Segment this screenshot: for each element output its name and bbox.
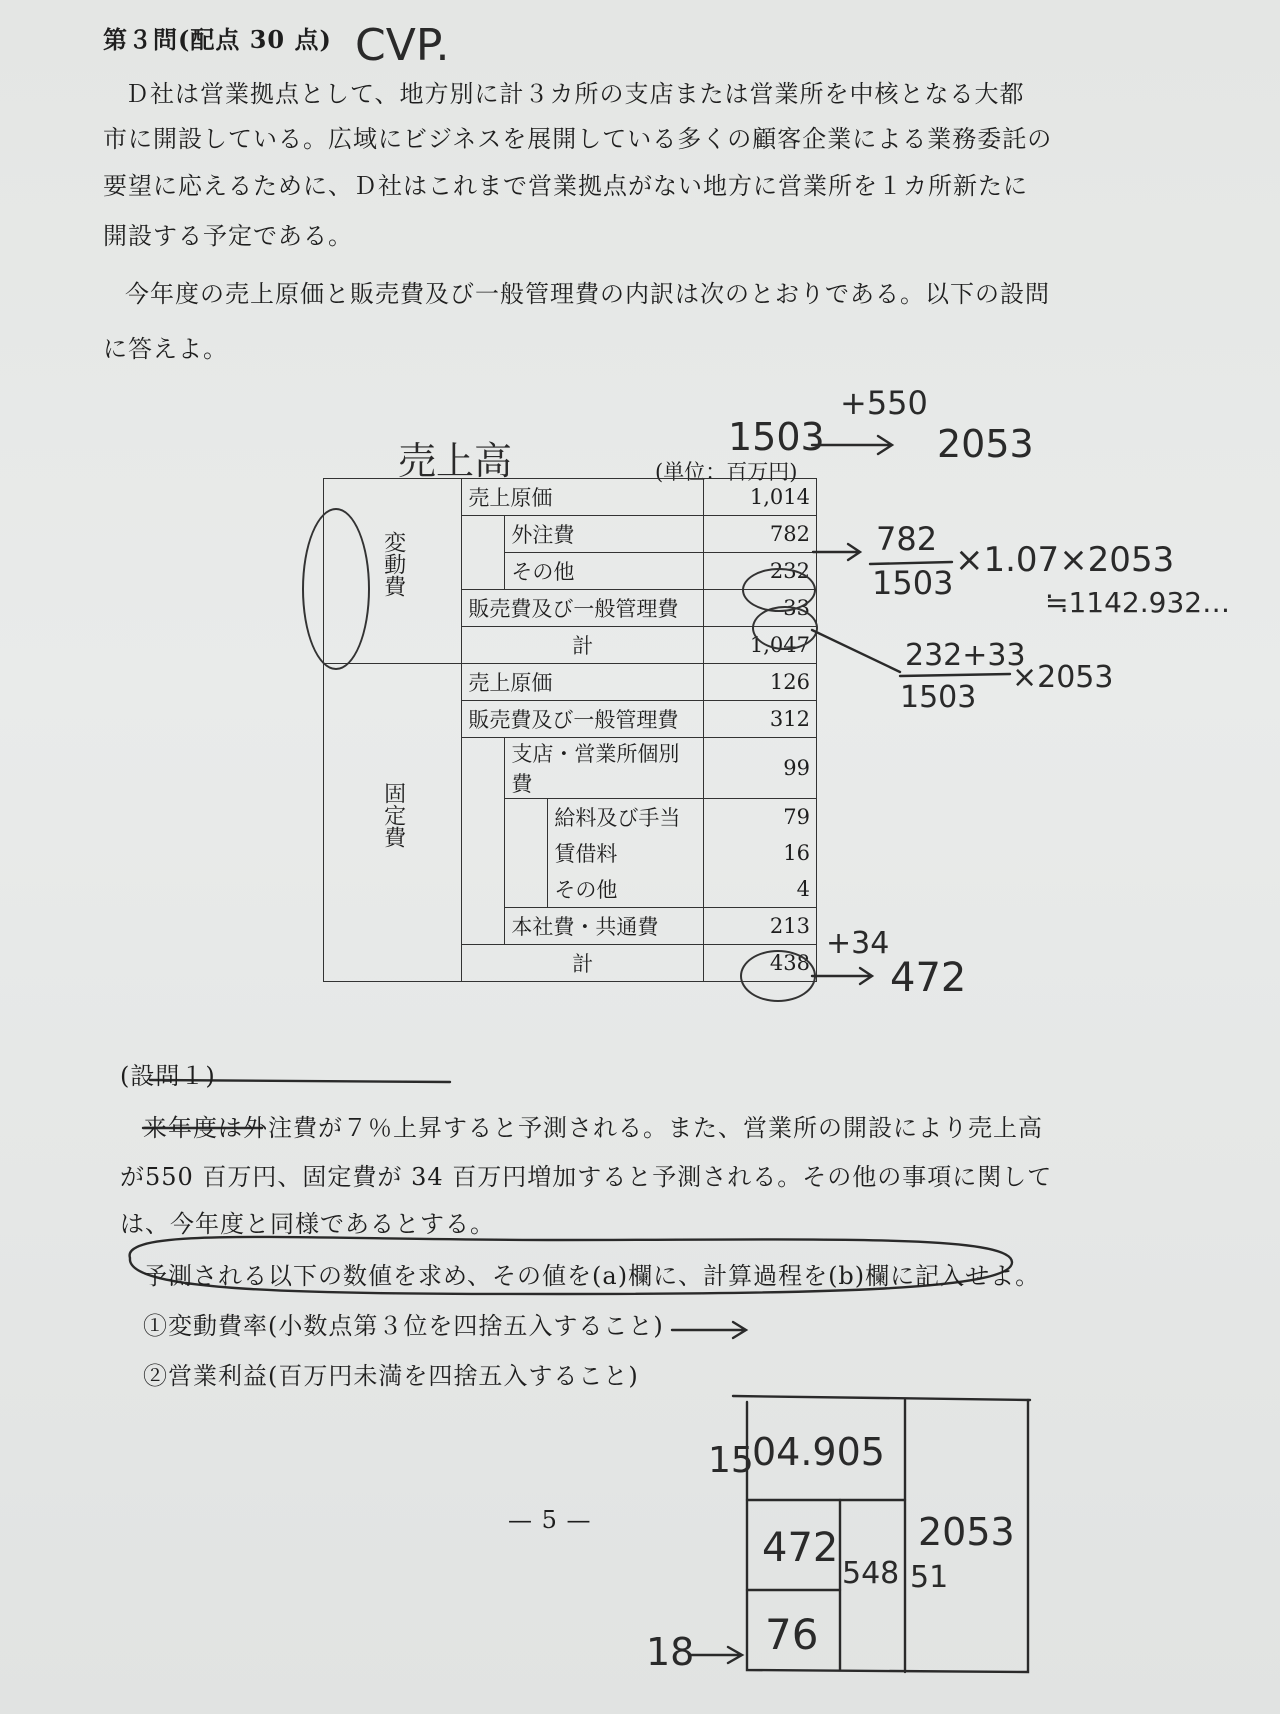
page-number: — 5 — [508, 1506, 592, 1534]
q1-item-1: ①変動費率(小数点第３位を四捨五入すること) [143, 1312, 664, 1340]
row-label: 計 [462, 627, 704, 664]
handwritten-sales-from: 1503 [728, 415, 825, 459]
row-label: 売上原価 [462, 479, 704, 516]
question-heading: 第３問(配点 30 点) [103, 25, 332, 54]
handwritten-sales-label: 売上高 [398, 439, 513, 483]
calc-other-mult: ×2053 [1012, 660, 1114, 695]
row-label: 支店・営業所個別費 [505, 738, 704, 799]
intro-line-3: 要望に応えるために、Ｄ社はこれまで営業拠点がない地方に営業所を１カ所新たに [103, 172, 1028, 200]
arrow-outsource [813, 544, 860, 560]
frac-bar-other [900, 674, 1010, 676]
intro-para2-line-2: に答えよ。 [103, 335, 228, 363]
row-value: 232 [704, 553, 817, 590]
intro-line-2: 市に開設している。広域にビジネスを展開している多くの顧客企業による業務委託の [103, 125, 1053, 153]
row-label: その他 [505, 553, 704, 590]
handwritten-sales-change: +550 [840, 384, 928, 422]
box-top-prefix: 15 [708, 1440, 754, 1481]
row-label: 販売費及び一般管理費 [462, 701, 704, 738]
intro-line-4: 開設する予定である。 [103, 222, 353, 250]
box-sales-value: 2053 [918, 1510, 1015, 1554]
row-value: 126 [704, 664, 817, 701]
arrow-item1 [672, 1322, 746, 1338]
row-value: 782 [704, 516, 817, 553]
q1-heading: (設問１) [120, 1062, 216, 1090]
calc-outsource-mult: ×1.07×2053 [955, 540, 1175, 580]
row-value: 33 [704, 590, 817, 627]
row-label: 外注費 [505, 516, 704, 553]
row-label: その他 [548, 871, 704, 908]
row-value: 438 [704, 945, 817, 982]
row-label: 売上原価 [462, 664, 704, 701]
q1-line-1: 来年度は外注費が７％上昇すると予測される。また、営業所の開設により売上高 [143, 1114, 1043, 1142]
calc-outsource-result: ≒1142.932… [1045, 586, 1231, 619]
variable-cost-label: 変動費 [324, 479, 462, 664]
fixed-to: 472 [890, 955, 967, 1001]
row-value: 99 [704, 738, 817, 799]
row-label: 給料及び手当 [548, 799, 704, 836]
row-label: 販売費及び一般管理費 [462, 590, 704, 627]
box-top-value: 04.905 [752, 1430, 885, 1474]
row-value: 213 [704, 908, 817, 945]
answer-box-top [733, 1396, 1030, 1400]
row-label: 本社費・共通費 [505, 908, 704, 945]
row-value: 79 [704, 799, 817, 836]
row-value: 312 [704, 701, 817, 738]
row-label: 計 [462, 945, 704, 982]
row-value: 16 [704, 835, 817, 871]
calc-outsource-num: 782 [876, 520, 938, 558]
intro-para2-line-1: 今年度の売上原価と販売費及び一般管理費の内訳は次のとおりである。以下の設問 [125, 280, 1050, 308]
q1-line-3: は、今年度と同様であるとする。 [120, 1210, 495, 1238]
box-mid2-value: 51 [910, 1560, 949, 1595]
fixed-cost-label: 固定費 [324, 664, 462, 982]
calc-other-num: 232+33 [905, 638, 1026, 673]
arrow-box-left [690, 1647, 742, 1663]
handwritten-sales-to: 2053 [937, 422, 1034, 466]
arrow-sales [812, 436, 892, 454]
row-value: 1,014 [704, 479, 817, 516]
q1-line-4: 予測される以下の数値を求め、その値を(a)欄に、計算過程を(b)欄に記入せよ。 [143, 1262, 1041, 1290]
q1-line-2: が550 百万円、固定費が 34 百万円増加すると予測される。その他の事項に関して [120, 1163, 1053, 1191]
q1-item-2: ②営業利益(百万円未満を四捨五入すること) [143, 1362, 639, 1390]
fixed-change: +34 [826, 926, 890, 961]
calc-outsource-den: 1503 [872, 564, 954, 602]
box-mid-value: 548 [842, 1556, 900, 1591]
row-label: 賃借料 [548, 835, 704, 871]
handwritten-cvp: CVP. [355, 20, 450, 71]
box-fixed-value: 472 [762, 1525, 839, 1571]
row-value: 1,047 [704, 627, 817, 664]
box-profit-value: 76 [765, 1610, 819, 1659]
calc-other-den: 1503 [900, 680, 977, 715]
unit-label: (単位：百万円) [655, 460, 798, 484]
line-to-calc [812, 630, 900, 672]
arrow-fixed [812, 968, 872, 984]
intro-line-1: Ｄ社は営業拠点として、地方別に計３カ所の支店または営業所を中核となる大都 [125, 80, 1025, 108]
row-value: 4 [704, 871, 817, 908]
box-left-value: 18 [646, 1630, 695, 1674]
